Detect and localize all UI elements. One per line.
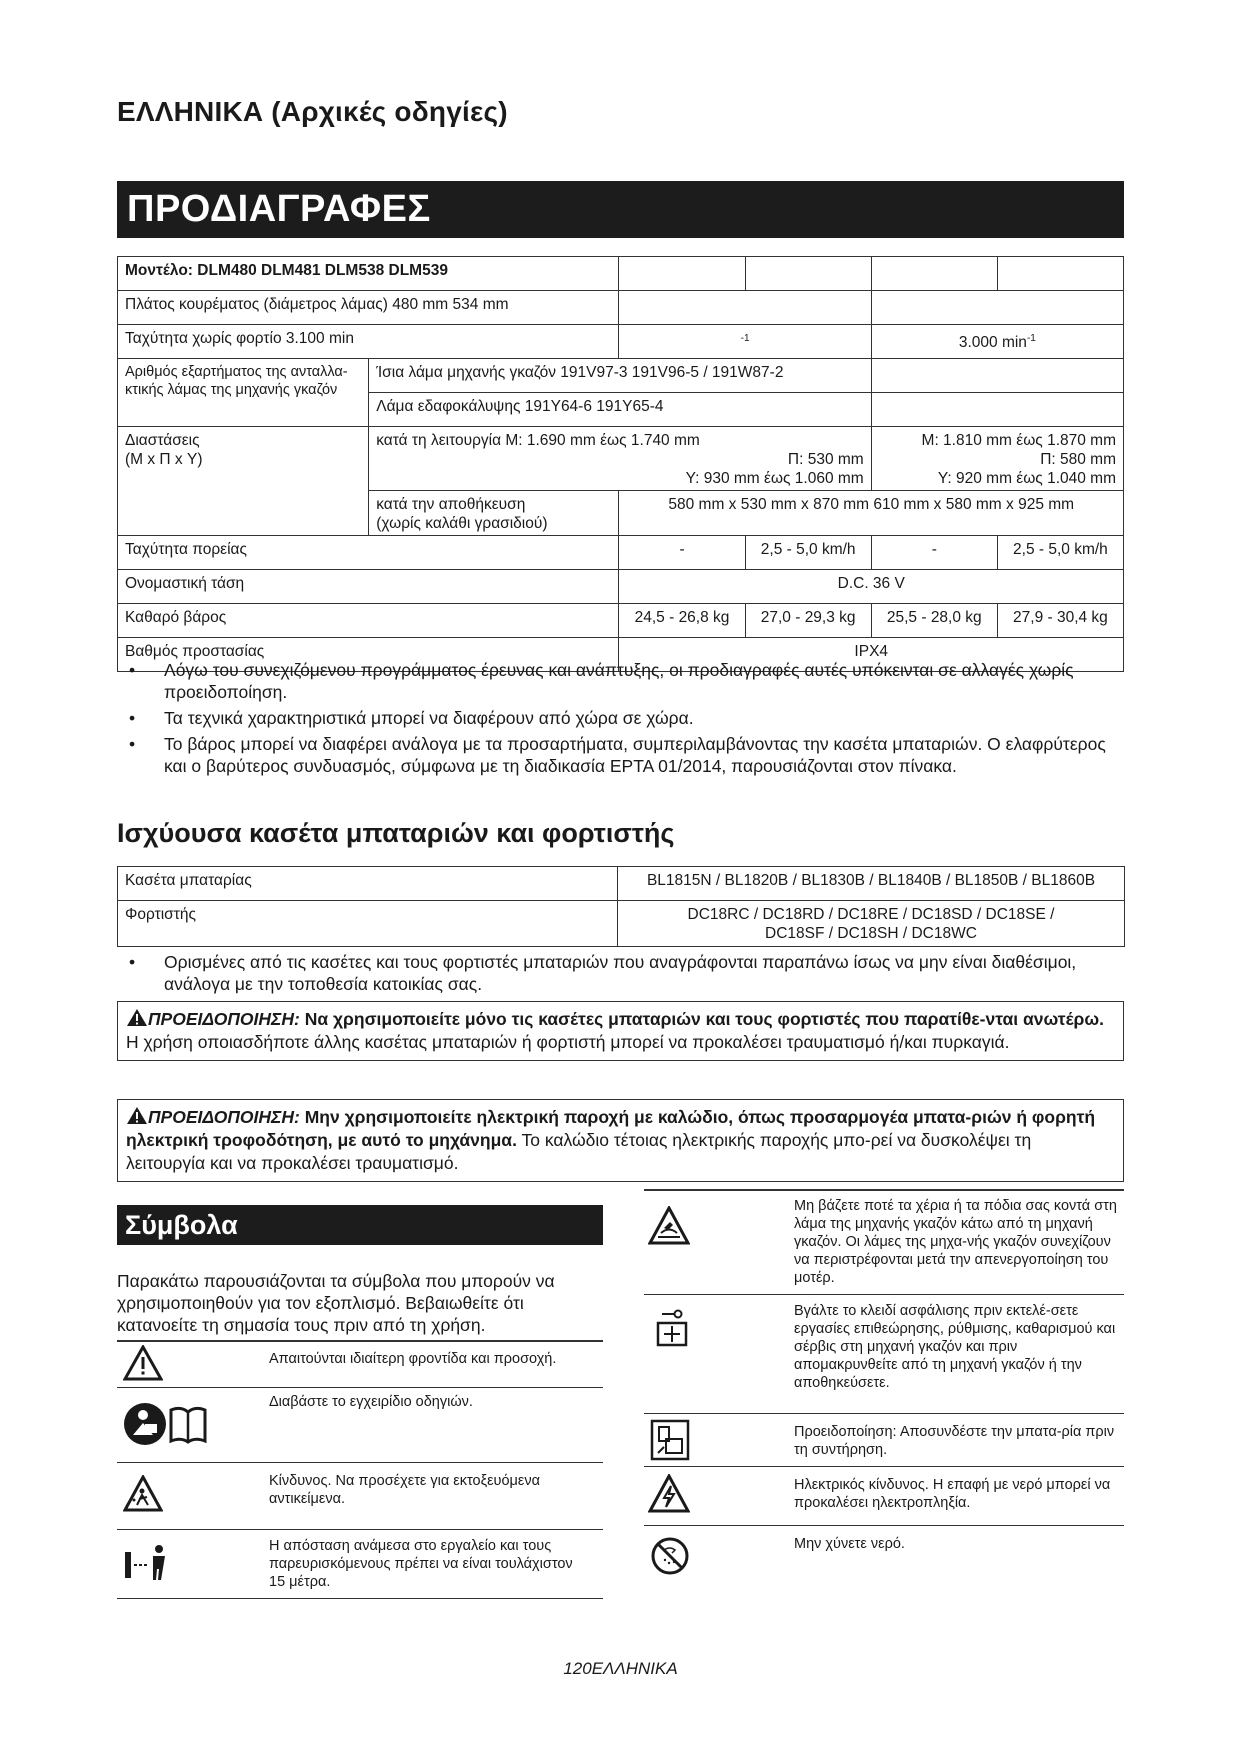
charger-value: DC18RC / DC18RD / DC18RE / DC18SD / DC18SE / DC18SF / DC18SH / DC18WC	[618, 901, 1125, 947]
warning-title: ΠΡΟΕΙΔΟΠΟΙΗΣΗ:	[148, 1009, 300, 1029]
warning-bold-text: Να χρησιμοποιείτε μόνο τις κασέτες μπαταριών και τους φορτιστές που παρατίθε-νται ανωτέρω.	[304, 1009, 1104, 1029]
dimensions-operation: κατά τη λειτουργία Μ: 1.690 mm έως 1.740 mm	[376, 432, 700, 449]
table-row	[118, 257, 1124, 291]
spare-blade-label: Αριθμός εξαρτήματος της ανταλλα-κτικής λάμας της μηχανής γκαζόν	[118, 359, 369, 427]
cutting-width-cell: Πλάτος κουρέματος (διάμετρος λάμας) 480 mm 534 mm	[118, 291, 619, 325]
list-item	[644, 1190, 1124, 1295]
list-item	[644, 1295, 1124, 1414]
straight-blade-parts: Ίσια λάμα μηχανής γκαζόν 191V97-3 191V96-5 / 191W87-2	[369, 359, 871, 393]
warning-bold-text: Μην χρησιμοποιείτε ηλεκτρική παροχή με καλώδιο, όπως προσαρμογέα μπατα-ριών ή φορητή ηλεκτρική τροφοδότηση, με αυτό το μηχάνημα.	[126, 1107, 1096, 1150]
dimensions-operation-height-large: Υ: 920 mm έως 1.040 mm	[937, 470, 1116, 487]
no-load-speed-value: 3.000 min	[958, 334, 1027, 352]
read-manual-icon	[123, 1401, 207, 1447]
list-item	[644, 1467, 1124, 1526]
net-weight-label: Καθαρό βάρος	[118, 604, 619, 638]
rated-voltage-value: D.C. 36 V	[619, 570, 1124, 604]
list-item	[644, 1526, 1124, 1594]
travel-speed-dlm539: 2,5 - 5,0 km/h	[997, 536, 1123, 570]
warning-text: Το καλώδιο τέτοιας ηλεκτρικής παροχής μπο-ρεί να δυσκολέψει τη λειτουργία και να προκαλέσει τραυματισμό.	[126, 1130, 1032, 1173]
travel-speed-label: Ταχύτητα πορείας	[118, 536, 619, 570]
symbol-description: Μην χύνετε νερό.	[794, 1536, 905, 1552]
dimensions-operation-width-small: Π: 530 mm	[787, 451, 864, 468]
list-item	[644, 1414, 1124, 1467]
net-weight-dlm481: 27,0 - 29,3 kg	[745, 604, 871, 638]
symbols-heading: Σύμβολα	[117, 1205, 603, 1245]
dimensions-operation-width-large: Π: 580 mm	[1040, 451, 1116, 468]
symbol-description: Διαβάστε το εγχειρίδιο οδηγιών.	[269, 1394, 473, 1410]
thrown-objects-icon	[123, 1475, 163, 1513]
table-row	[118, 570, 1124, 604]
table-row	[118, 901, 1125, 947]
table-row	[118, 291, 1124, 325]
keep-distance-icon	[123, 1544, 171, 1582]
table-row	[118, 604, 1124, 638]
table-row	[118, 867, 1125, 901]
symbol-description: Κίνδυνος. Να προσέχετε για εκτοξευόμενα αντικείμενα.	[269, 1473, 540, 1507]
dimensions-storage-note: (χωρίς καλάθι γρασιδιού)	[376, 515, 548, 532]
warning-box-battery	[117, 1001, 1124, 1061]
model-cell: Μοντέλο: DLM480 DLM481 DLM538 DLM539	[118, 257, 619, 291]
language-heading: ΕΛΛΗΝΙΚΑ (Αρχικές οδηγίες)	[117, 96, 508, 127]
travel-speed-dlm480: -	[619, 536, 745, 570]
symbol-description: Ηλεκτρικός κίνδυνος. Η επαφή με νερό μπορεί να προκαλέσει ηλεκτροπληξία.	[794, 1477, 1111, 1511]
table-row	[118, 427, 1124, 491]
section-title-specifications: ΠΡΟΔΙΑΓΡΑΦΕΣ	[117, 181, 1124, 238]
battery-table	[117, 866, 1125, 947]
dimensions-operation-length-large: Μ: 1.810 mm έως 1.870 mm	[921, 432, 1116, 449]
warning-triangle-icon	[126, 1106, 148, 1125]
symbol-description: Μη βάζετε ποτέ τα χέρια ή τα πόδια σας κοντά στη λάμα της μηχανής γκαζόν κάτω από τη μηχανή γκαζόν. Οι λάμες της μηχα-νής γκαζόν συνεχίζουν να περιστρέφονται μετά την απενεργοποίηση του μοτέρ.	[794, 1198, 1117, 1286]
list-item: • Λόγω του συνεχιζόμενου προγράμματος έρευνας και ανάπτυξης, οι προδιαγραφές αυτές υπόκεινται σε αλλαγές χωρίς προειδοποίηση.	[117, 659, 1127, 703]
symbol-description: Απαιτούνται ιδιαίτερη φροντίδα και προσοχή.	[269, 1351, 557, 1367]
mulching-blade-parts: Λάμα εδαφοκάλυψης 191Y64-6 191Y65-4	[369, 393, 871, 427]
protection-label: Βαθμός προστασίας	[118, 638, 619, 672]
protection-value: IPX4	[619, 638, 1124, 672]
battery-cartridge-label: Κασέτα μπαταρίας	[118, 867, 618, 901]
battery-cartridge-value: BL1815N / BL1820B / BL1830B / BL1840B / BL1850B / BL1860B	[618, 867, 1125, 901]
travel-speed-dlm538: -	[871, 536, 997, 570]
net-weight-dlm480: 24,5 - 26,8 kg	[619, 604, 745, 638]
no-water-icon	[650, 1535, 690, 1577]
specifications-table	[117, 256, 1124, 672]
list-item	[117, 1530, 603, 1599]
table-row	[118, 325, 1124, 359]
page-footer: 120ΕΛΛΗΝΙΚΑ	[563, 1659, 678, 1678]
symbol-description: Βγάλτε το κλειδί ασφάλισης πριν εκτελέ-σετε εργασίες επιθεώρησης, ρύθμισης, καθαρισμού και σέρβις στη μηχανή γκαζόν και πριν απομακρυνθείτε από τη μηχανή γκαζόν ή την αποθηκεύσετε.	[794, 1303, 1116, 1391]
list-item	[117, 1388, 603, 1463]
remove-key-icon	[654, 1309, 692, 1349]
list-item: • Το βάρος μπορεί να διαφέρει ανάλογα με τα προσαρτήματα, συμπεριλαμβάνοντας την κασέτα μπαταριών. Ο ελαφρύτερος και ο βαρύτερος συνδυασμός, σύμφωνα με τη διαδικασία EPTA 01/2014, παρουσιάζονται στον πίνακα.	[117, 733, 1127, 777]
battery-heading: Ισχύουσα κασέτα μπαταριών και φορτιστής	[117, 818, 675, 848]
blade-hazard-icon	[648, 1206, 690, 1246]
symbols-intro: Παρακάτω παρουσιάζονται τα σύμβολα που μπορούν να χρησιμοποιηθούν για τον εξοπλισμό. Βεβαιωθείτε ότι κατανοείτε τη σημασία τους πριν από τη χρήση.	[117, 1271, 555, 1335]
electric-hazard-icon	[648, 1474, 690, 1514]
no-load-speed-value-sup: -1	[1026, 333, 1036, 344]
list-item: • Ορισμένες από τις κασέτες και τους φορτιστές μπαταριών που αναγράφονται παραπάνω ίσως να μην είναι διαθέσιμοι, ανάλογα με την τοποθεσία κατοικίας σας.	[117, 951, 1127, 995]
net-weight-dlm539: 27,9 - 30,4 kg	[997, 604, 1123, 638]
dimensions-label: Διαστάσεις	[125, 432, 200, 449]
rated-voltage-label: Ονομαστική τάση	[118, 570, 619, 604]
travel-speed-dlm481: 2,5 - 5,0 km/h	[745, 536, 871, 570]
symbol-description: Προειδοποίηση: Αποσυνδέστε την μπατα-ρία πριν τη συντήρηση.	[794, 1424, 1115, 1458]
disconnect-battery-icon	[650, 1419, 690, 1461]
warning-triangle-icon	[123, 1345, 163, 1381]
dimensions-storage-label: κατά την αποθήκευση	[376, 496, 526, 513]
warning-title: ΠΡΟΕΙΔΟΠΟΙΗΣΗ:	[148, 1107, 300, 1127]
table-row	[118, 536, 1124, 570]
dimensions-operation-height-small: Υ: 930 mm έως 1.060 mm	[685, 470, 864, 487]
table-row	[118, 359, 1124, 393]
spec-notes	[117, 659, 1127, 781]
warning-triangle-icon	[126, 1008, 148, 1027]
no-load-speed-label: Ταχύτητα χωρίς φορτίο 3.100 min	[118, 325, 619, 359]
no-load-speed-sup: -1	[740, 333, 750, 344]
charger-label: Φορτιστής	[118, 901, 618, 947]
net-weight-dlm538: 25,5 - 28,0 kg	[871, 604, 997, 638]
symbol-description: Η απόσταση ανάμεσα στο εργαλείο και τους παρευρισκόμενους πρέπει να είναι τουλάχιστον 15 μέτρα.	[269, 1538, 573, 1590]
list-item: • Τα τεχνικά χαρακτηριστικά μπορεί να διαφέρουν από χώρα σε χώρα.	[117, 707, 1127, 729]
warning-text: Η χρήση οποιασδήποτε άλλης κασέτας μπαταριών ή φορτιστή μπορεί να προκαλέσει τραυματισμό ή/και πυρκαγιά.	[126, 1032, 1010, 1052]
warning-box-corded	[117, 1099, 1124, 1182]
dimensions-storage-values: 580 mm x 530 mm x 870 mm 610 mm x 580 mm x 925 mm	[619, 491, 1124, 536]
list-item	[117, 1341, 603, 1388]
dimensions-label-units: (Μ x Π x Υ)	[125, 451, 203, 468]
list-item	[117, 1463, 603, 1530]
battery-notes	[117, 951, 1127, 999]
